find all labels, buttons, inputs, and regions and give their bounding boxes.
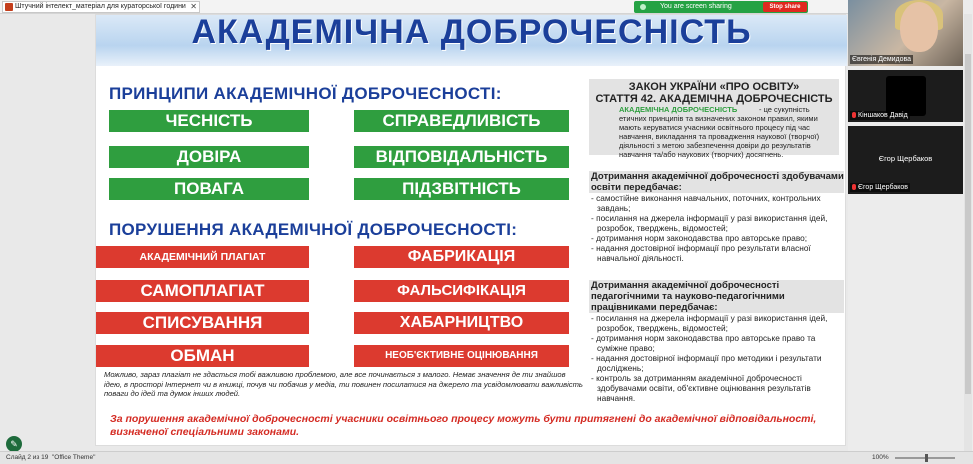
violation-bribery: ХАБАРНИЦТВО xyxy=(354,312,569,334)
violation-self-plagiarism: САМОПЛАГІАТ xyxy=(96,280,309,302)
list-item: - дотримання норм законодавства про авторське право; xyxy=(591,233,808,243)
law-definition: - це сукупність етичних принципів та визначених законом правил, якими мають керуватися учасники освітнього процесу під час навчання, викладання та провадження наукової (творчої) діяльності з метою забезпечення довіри до результатів навчання та/або наукових (творчих) досягнень. xyxy=(619,105,820,159)
avatar xyxy=(886,76,926,116)
slide xyxy=(95,14,846,446)
principle-responsibility: ВІДПОВІДАЛЬНІСТЬ xyxy=(354,146,569,168)
list-item: - надання достовірної інформації про результати власної навчальної діяльності. xyxy=(591,243,811,263)
list-item: - надання достовірної інформації про методики і результати досліджень; xyxy=(591,353,822,373)
law-title-line-1: ЗАКОН УКРАЇНИ «ПРО ОСВІТУ» xyxy=(628,81,800,93)
slide-title: АКАДЕМІЧНА ДОБРОЧЕСНІСТЬ xyxy=(191,13,752,51)
list-item: - дотримання норм законодавства про авторське право та суміжне право; xyxy=(591,333,816,353)
slide-counter: Слайд 2 из 19 xyxy=(6,454,49,461)
principle-fairness: СПРАВЕДЛИВІСТЬ xyxy=(354,110,569,132)
document-tab[interactable] xyxy=(2,1,200,13)
scrollbar-thumb[interactable] xyxy=(965,54,971,394)
list-item: - посилання на джерела інформації у разі використання ідей, розробок, тверджень, відомостей; xyxy=(591,213,828,233)
principle-accountability: ПІДЗВІТНІСТЬ xyxy=(354,178,569,200)
document-tab-title: Штучний інтелект_матеріал для кураторської години xyxy=(15,3,186,10)
violation-plagiarism: АКАДЕМІЧНИЙ ПЛАГІАТ xyxy=(96,246,309,268)
list-item: - контроль за дотриманням академічної доброчесності здобувачами освіти, об'єктивне оцінювання результатів навчання. xyxy=(591,373,811,403)
list-item: - посилання на джерела інформації у разі використання ідей, розробок, тверджень, відомостей; xyxy=(591,313,828,333)
muted-mic-icon xyxy=(852,112,856,118)
principle-honesty: ЧЕСНІСТЬ xyxy=(109,110,309,132)
status-bar xyxy=(0,451,973,464)
muted-mic-icon xyxy=(852,184,856,190)
vertical-scrollbar[interactable] xyxy=(964,14,972,451)
violations-heading: ПОРУШЕННЯ АКАДЕМІЧНОЇ ДОБРОЧЕСНОСТІ: xyxy=(109,220,518,239)
principles-heading: ПРИНЦИПИ АКАДЕМІЧНОЇ ДОБРОЧЕСНОСТІ: xyxy=(109,84,502,103)
principle-respect: ПОВАГА xyxy=(109,178,309,200)
violation-biased-assessment: НЕОБ'ЄКТИВНЕ ОЦІНЮВАННЯ xyxy=(354,345,569,367)
violation-falsification: ФАЛЬСИФІКАЦІЯ xyxy=(354,280,569,302)
principle-trust: ДОВІРА xyxy=(109,146,309,168)
law-term: АКАДЕМІЧНА ДОБРОЧЕСНІСТЬ xyxy=(619,105,738,114)
slide-quote: Можливо, зараз плагіат не здасться тобі важливою проблемою, але все починається з малого. Немає значення де ти знайшов ідею, в просторі Інтернет чи в книжці, почув чи побачив у медіа, ти повинен посилатися на джерело та усвідомлювати важливість поваги до ідей та думок інших людей. xyxy=(104,370,583,398)
zoom-slider-thumb[interactable] xyxy=(925,454,928,462)
participants-panel xyxy=(848,0,973,451)
violation-fabrication: ФАБРИКАЦІЯ xyxy=(354,246,569,268)
students-list xyxy=(589,193,844,263)
zoom-level[interactable]: 100% xyxy=(872,454,889,461)
participant-tile[interactable] xyxy=(848,70,963,122)
violation-cheating: СПИСУВАННЯ xyxy=(96,312,309,334)
slide-law-note: За порушення академічної доброчесності учасники освітнього процесу можуть бути притягнені до академічної відповідальності, визначеної спеціальними законами. xyxy=(110,413,817,438)
participant-name: Єгор Щербаков xyxy=(850,183,910,192)
sharing-indicator-icon xyxy=(640,4,646,10)
top-bar xyxy=(0,0,973,14)
law-title xyxy=(589,81,839,105)
theme-name: "Office Theme" xyxy=(52,454,96,461)
slide-area xyxy=(0,14,848,451)
close-icon[interactable]: ✕ xyxy=(190,2,197,11)
participant-name: Євгенія Демидова xyxy=(852,56,912,63)
participant-tile[interactable] xyxy=(848,0,963,66)
violation-deception: ОБМАН xyxy=(96,345,309,367)
stop-share-button[interactable]: Stop share xyxy=(763,2,807,12)
law-panel xyxy=(589,79,839,159)
students-title: Дотримання академічної доброчесності здобувачами освіти передбачає: xyxy=(591,171,844,193)
teachers-title: Дотримання академічної доброчесності педагогічними та науково-педагогічними працівниками передбачає: xyxy=(589,280,844,313)
teachers-section xyxy=(589,280,844,403)
microphone-icon[interactable]: ✎ xyxy=(6,436,22,452)
teachers-list xyxy=(589,313,844,403)
screen-sharing-text: You are screen sharing xyxy=(660,3,732,10)
students-section xyxy=(589,171,844,263)
list-item: - самостійне виконання навчальних, поточних, контрольних завдань; xyxy=(591,193,821,213)
participant-tile[interactable] xyxy=(848,126,963,194)
participant-name: Кіншаков Давід xyxy=(850,111,910,120)
powerpoint-icon xyxy=(5,3,13,11)
participant-video xyxy=(900,2,938,52)
law-title-line-2: СТАТТЯ 42. АКАДЕМІЧНА ДОБРОЧЕСНІСТЬ xyxy=(595,93,833,105)
slide-banner xyxy=(96,15,847,66)
participant-center-name: Єгор Щербаков xyxy=(878,154,933,163)
